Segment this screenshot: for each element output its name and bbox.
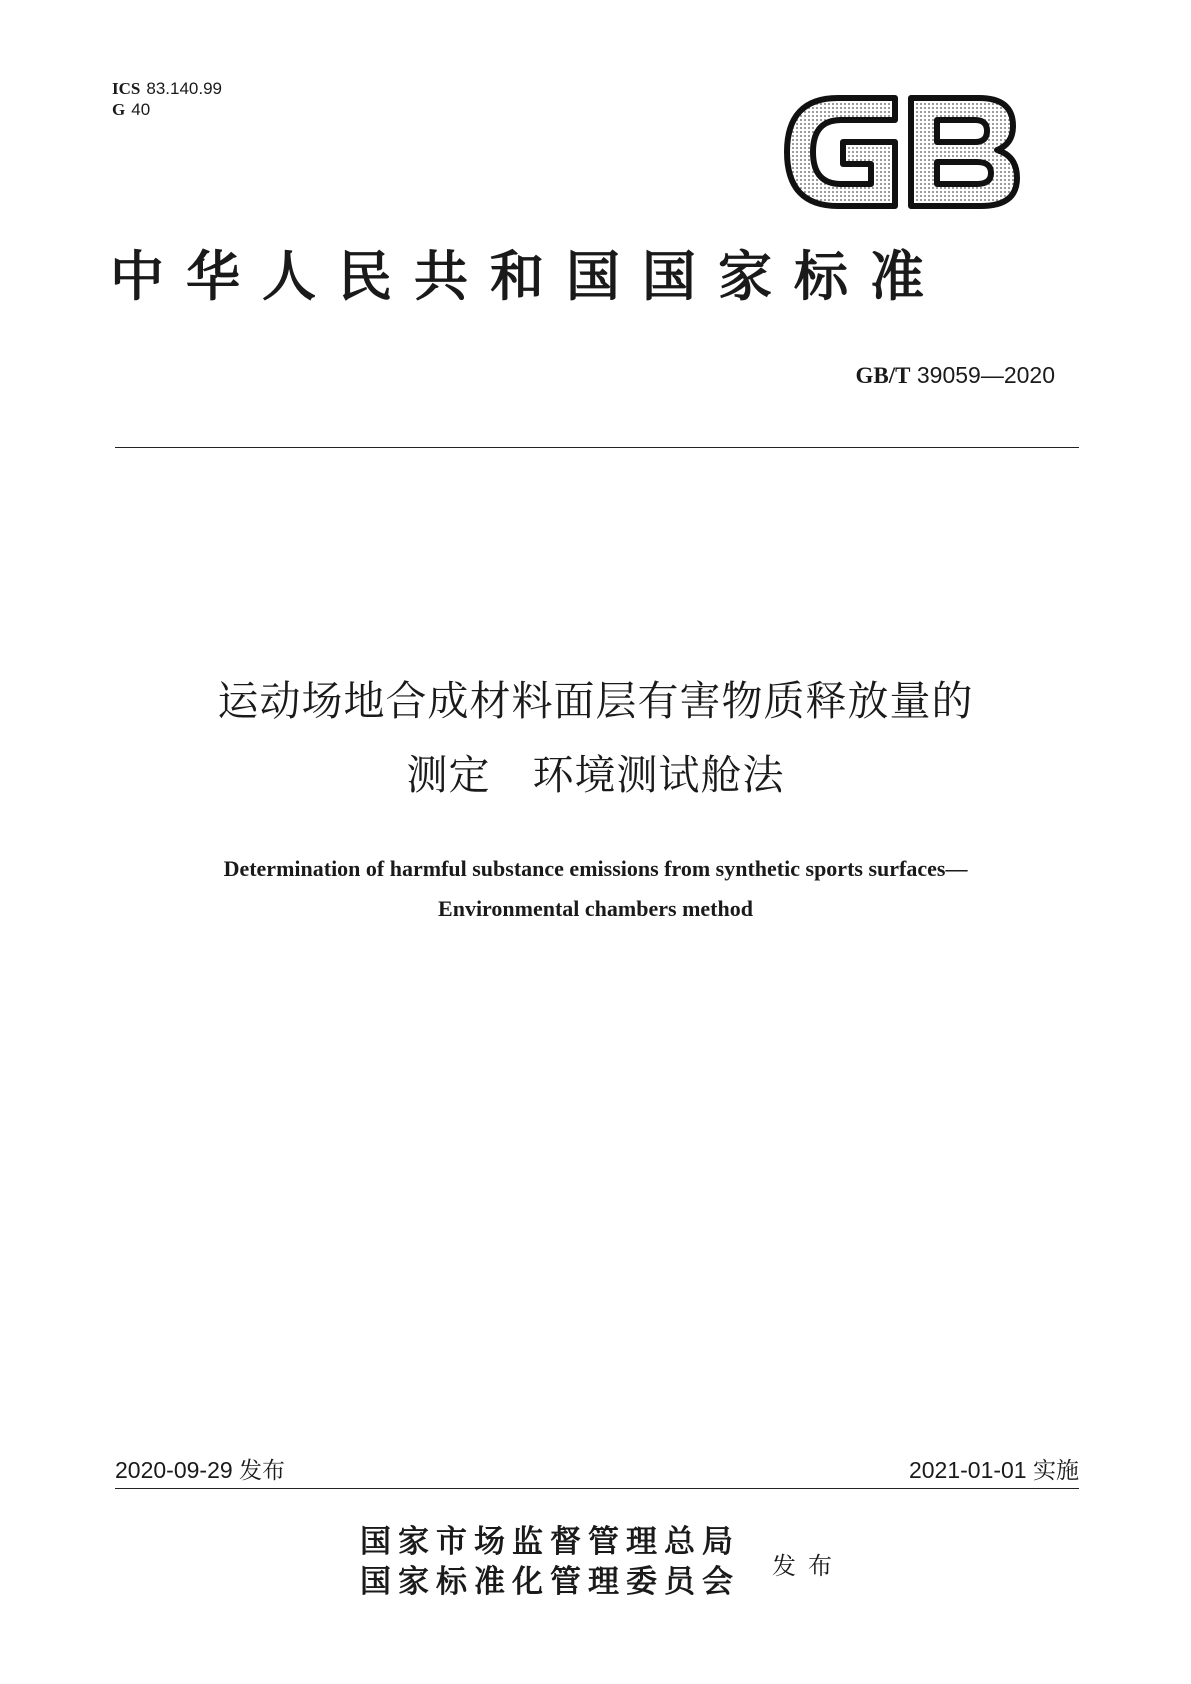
publish-verb: 发布 [772,1552,844,1580]
title-cn-line-2: 测定 环境测试舱法 [406,751,785,799]
publisher-samr: 国家市场监督管理总局 [360,1524,740,1560]
title-cn-line-1: 运动场地合成材料面层有害物质释放量的 [217,677,974,725]
header-divider [115,447,1079,448]
ccs-code: 40 [131,100,151,119]
title-en-line-2: Environmental chambers method [438,896,753,921]
logo-letter-g [787,98,895,206]
ccs-label: G [112,100,126,119]
national-standard-title: 中华人民共和国国家标准 [110,245,946,308]
standard-number [856,362,1055,389]
publishers-block [360,1522,740,1602]
ics-label: ICS [112,79,141,98]
issue-date: 2020-09-29 发布 [115,1457,286,1483]
publisher-sac: 国家标准化管理委员会 [360,1564,740,1600]
ccs-line [112,99,222,120]
standard-prefix: GB/T [855,363,911,388]
implementation-date: 2021-01-01 实施 [908,1457,1079,1483]
standard-code: 39059—2020 [916,362,1055,388]
title-en-line-1: Determination of harmful substance emissions from synthetic sports surfaces— [223,856,968,881]
classification-codes [112,78,222,120]
logo-letter-b [911,98,1017,206]
ics-line [112,78,222,99]
footer-divider [115,1488,1079,1489]
gb-logo [783,90,1021,214]
ics-code: 83.140.99 [146,79,222,98]
